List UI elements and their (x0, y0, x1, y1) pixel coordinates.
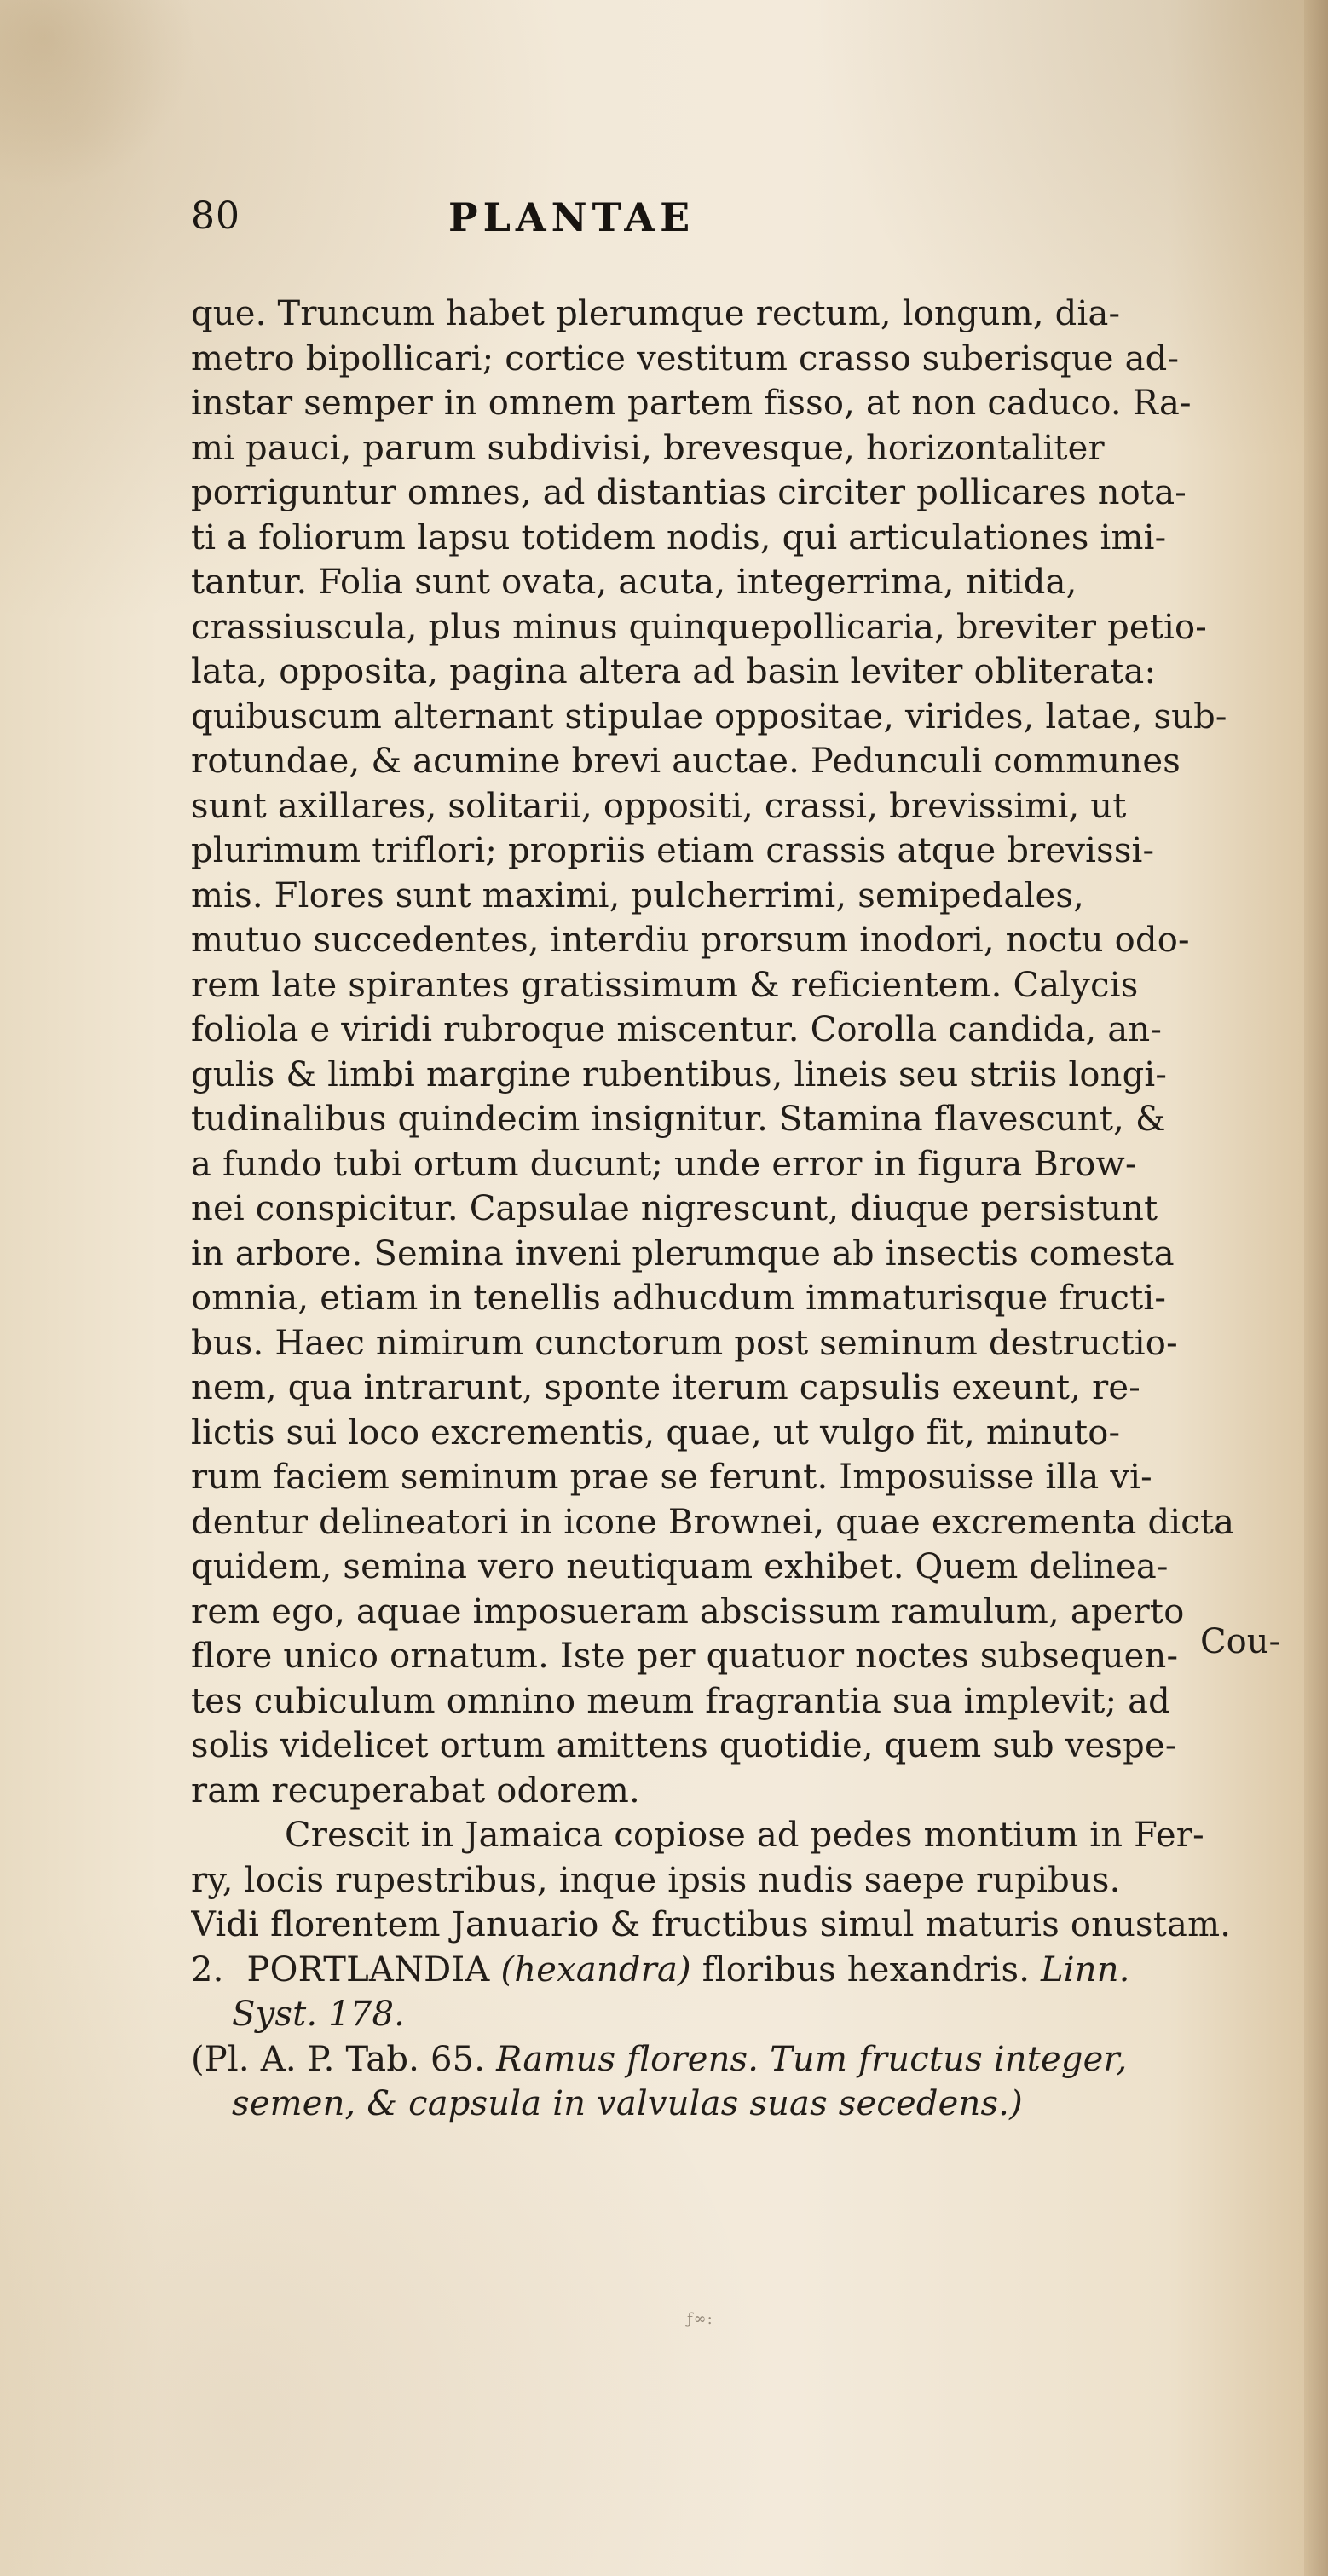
running-head (191, 194, 1282, 259)
page-number: 80 (191, 194, 240, 238)
text-line: metro bipollicari; cortice vestitum crasso suberisque ad- (191, 338, 1180, 378)
text-line: rem late spirantes gratissimum & reficientem. Calycis (191, 965, 1139, 1005)
catchword: Cou- (1200, 1622, 1280, 1661)
text-line: foliola e viridi rubroque miscentur. Corolla candida, an- (191, 1010, 1163, 1049)
text-line: quidem, semina vero neutiquam exhibet. Quem delinea- (191, 1547, 1169, 1586)
text-line: ram recuperabat odorem. (191, 1770, 640, 1811)
page-foxing (0, 0, 222, 188)
text-line: dentur delineatori in icone Brownei, quae excrementa dicta (191, 1502, 1235, 1542)
text-line: bus. Haec nimirum cunctorum post seminum destructio- (191, 1323, 1178, 1363)
entry-heading-line (191, 1948, 1280, 1993)
page-edge-shadow (1304, 0, 1328, 2576)
paragraph-line: Vidi florentem Januario & fructibus simul maturis onustam. (191, 1905, 1232, 1944)
text-line: tes cubiculum omnino meum fragrantia sua implevit; ad (191, 1681, 1170, 1721)
text-line: solis videlicet ortum amittens quotidie, quem sub vespe- (191, 1726, 1177, 1765)
text-line: sunt axillares, solitarii, oppositi, crassi, brevissimi, ut (191, 786, 1127, 826)
page-title: PLANTAE (448, 194, 696, 240)
text-line: a fundo tubi ortum ducunt; unde error in figura Brow- (191, 1144, 1137, 1184)
text-line: rem ego, aquae imposueram abscissum ramulum, aperto (191, 1591, 1185, 1632)
plate-reference-italic: Ramus florens. Tum fructus integer, (496, 2039, 1128, 2079)
plate-reference: (Pl. A. P. Tab. 65. (191, 2039, 486, 2079)
text-line: gulis & limbi margine rubentibus, lineis seu striis longi- (191, 1054, 1168, 1095)
text-line: omnia, etiam in tenellis adhucdum immaturisque fructi- (191, 1279, 1167, 1318)
text-line: lata, opposita, pagina altera ad basin leviter obliterata: (191, 652, 1157, 691)
text-line: rum faciem seminum prae se ferunt. Imposuisse illa vi- (191, 1458, 1152, 1497)
reference-label: Linn. (1041, 1949, 1130, 1990)
plate-reference-line-2: semen, & capsula in valvulas suas secedens.) (232, 2084, 1023, 2123)
text-line: mis. Flores sunt maximi, pulcherrimi, semipedales, (191, 875, 1085, 915)
paragraph-line: ry, locis rupestribus, inque ipsis nudis saepe rupibus. (191, 1860, 1121, 1900)
genus-name: PORTLANDIA (246, 1949, 490, 1990)
entry-description: floribus hexandris. (702, 1949, 1031, 1990)
text-line: mi pauci, parum subdivisi, brevesque, horizontaliter (191, 428, 1105, 468)
text-line: instar semper in omnem partem fisso, at non caduco. Ra- (191, 384, 1192, 423)
text-line: mutuo succedentes, interdiu prorsum inodori, noctu odo- (191, 921, 1190, 960)
printer-mark: ƒ∞: (687, 2310, 713, 2328)
text-line: tantur. Folia sunt ovata, acuta, integerrima, nitida, (191, 563, 1077, 602)
text-line: in arbore. Semina inveni plerumque ab insectis comesta (191, 1233, 1175, 1274)
text-line: lictis sui loco excrementis, quae, ut vulgo fit, minuto- (191, 1412, 1121, 1453)
text-line: nem, qua intrarunt, sponte iterum capsulis exeunt, re- (191, 1368, 1140, 1407)
text-line: flore unico ornatum. Iste per quatuor noctes subsequen- (191, 1637, 1179, 1676)
text-line: que. Truncum habet plerumque rectum, longum, dia- (191, 294, 1121, 333)
text-line: nei conspicitur. Capsulae nigrescunt, diuque persistunt (191, 1189, 1158, 1228)
text-line: plurimum triflori; propriis etiam crassis atque brevissi- (191, 831, 1155, 870)
text-line: porriguntur omnes, ad distantias circiter pollicares nota- (191, 473, 1187, 512)
text-line: tudinalibus quindecim insignitur. Stamina flavescunt, & (191, 1100, 1166, 1139)
reference-line: Syst. 178. (232, 1995, 406, 2034)
text-line: crassiuscula, plus minus quinquepollicaria, breviter petio- (191, 607, 1208, 647)
main-text (191, 292, 1280, 2127)
plate-reference-line (191, 2037, 1280, 2082)
text-line: rotundae, & acumine brevi auctae. Pedunculi communes (191, 742, 1181, 781)
text-line: quibuscum alternant stipulae oppositae, virides, latae, sub- (191, 696, 1227, 736)
entry-number: 2. (191, 1949, 224, 1990)
text-line: ti a foliorum lapsu totidem nodis, qui articulationes imi- (191, 517, 1167, 557)
species-name: (hexandra) (500, 1949, 691, 1990)
paragraph-line: Crescit in Jamaica copiose ad pedes montium in Fer- (285, 1816, 1204, 1855)
